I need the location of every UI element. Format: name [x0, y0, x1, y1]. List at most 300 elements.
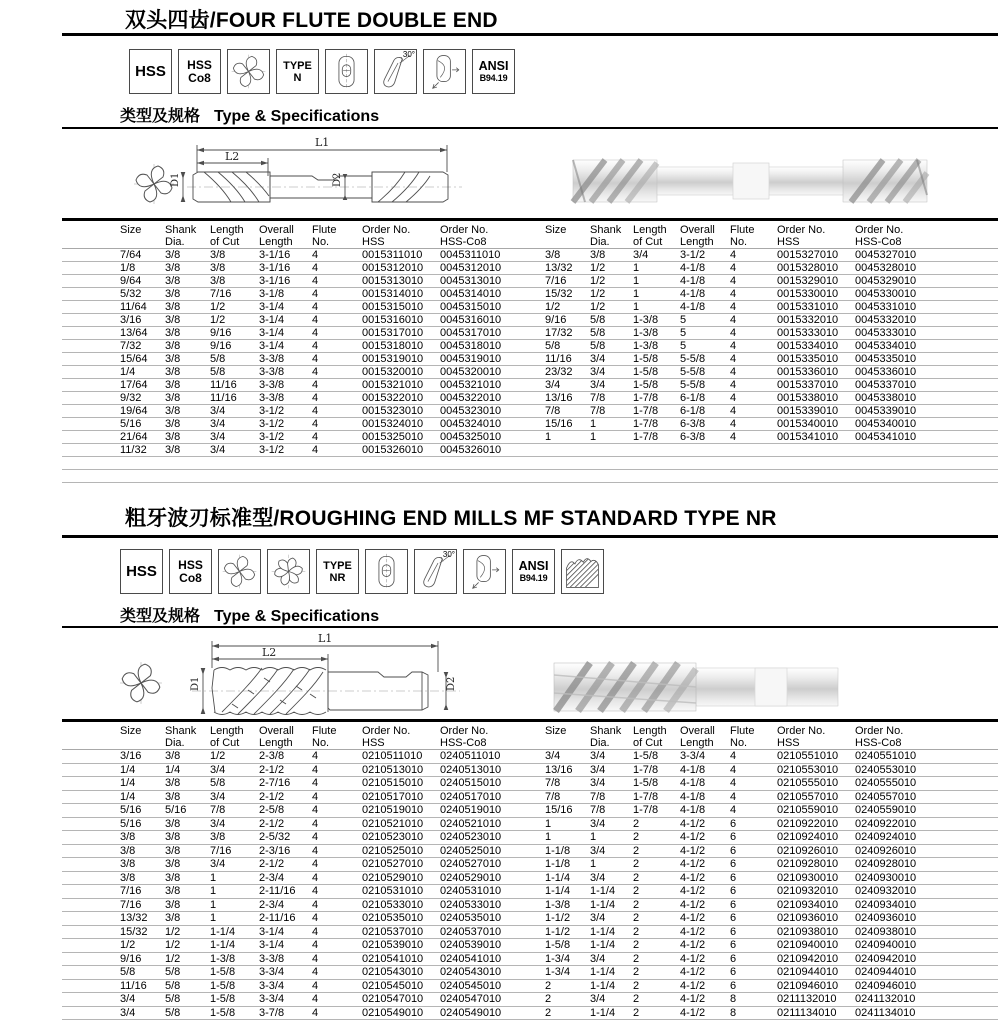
- helix-angle-label: 30°: [442, 550, 455, 559]
- spacer-cell: [62, 790, 120, 804]
- cell: 0240517010: [440, 790, 502, 803]
- cell: 0210557010: [777, 790, 839, 803]
- cell: 3-3/8: [259, 952, 285, 965]
- six-flute-cross-section-icon: [267, 549, 310, 594]
- column-header: Length of Cut: [633, 220, 680, 249]
- cell: 2: [633, 871, 640, 884]
- cell: 3-3/4: [259, 993, 285, 1005]
- cell: 8: [730, 993, 737, 1005]
- cell: 3/8: [165, 858, 181, 870]
- spacer-cell: [532, 817, 545, 831]
- spacer-cell: [62, 379, 120, 392]
- cell: 0240531010: [440, 885, 502, 897]
- cell: 4-1/2: [680, 844, 706, 857]
- spacer-cell: [532, 979, 545, 993]
- ansi-standard-icon: ANSI B94.19: [512, 549, 555, 594]
- cell: 0240932010: [855, 885, 917, 897]
- center-cutting-icon: [423, 49, 466, 94]
- cell: 4-1/8: [680, 804, 706, 816]
- cell: 3-1/4: [259, 340, 285, 352]
- cell: 0210932010: [777, 885, 839, 897]
- cell: 0015334010: [777, 340, 839, 352]
- cell: 4: [312, 327, 319, 339]
- cell: 3/8: [165, 898, 181, 911]
- cell: 8: [730, 1006, 737, 1019]
- cell: 4: [312, 405, 319, 417]
- page-title: 双头四齿/FOUR FLUTE DOUBLE END: [125, 9, 498, 32]
- cell: 4: [730, 314, 737, 326]
- cell: 13/64: [120, 327, 148, 339]
- cell: 1-5/8: [633, 750, 659, 762]
- cell: 1-7/8: [633, 763, 659, 776]
- cell: 4: [312, 275, 319, 287]
- cell: 4: [312, 353, 319, 365]
- cell: 3/8: [165, 444, 181, 456]
- cell: 4-1/2: [680, 979, 706, 992]
- four-flute-glyph: [221, 553, 258, 590]
- cell: 4: [312, 966, 319, 978]
- cell: 1-1/4: [545, 871, 571, 884]
- cell: 7/8: [210, 804, 226, 816]
- cell: 3/8: [120, 831, 136, 843]
- cell: 1/2: [545, 301, 561, 313]
- cell: 0210529010: [362, 871, 424, 884]
- cell: 3/8: [210, 262, 226, 274]
- cell: 0045330010: [855, 288, 917, 300]
- cell: 0240553010: [855, 763, 917, 776]
- cell: 5/8: [165, 1006, 181, 1019]
- cell: 5/8: [165, 993, 181, 1005]
- cell: 3/8: [165, 777, 181, 789]
- technical-drawing-roughing: [62, 628, 532, 723]
- spacer-cell: [62, 871, 120, 885]
- table-row: [62, 858, 998, 872]
- cell: 5/8: [120, 966, 136, 978]
- spacer-cell: [62, 939, 120, 953]
- cell: 7/16: [120, 885, 142, 897]
- spacer-cell: [62, 353, 120, 366]
- cell: 1-3/8: [633, 340, 659, 352]
- column-header: Order No. HSS: [362, 721, 440, 750]
- cell: 11/16: [545, 353, 572, 365]
- cell: 3/16: [120, 314, 142, 326]
- spacer-cell: [62, 885, 120, 899]
- cell: 1-7/8: [633, 405, 659, 417]
- cell: 4: [730, 379, 737, 391]
- cell: 0015336010: [777, 366, 839, 378]
- six-flute-glyph: [270, 553, 307, 590]
- cell: 6: [730, 871, 737, 884]
- cell: 4: [730, 288, 737, 300]
- cell: 4-1/2: [680, 1006, 706, 1019]
- cell: 3-1/4: [259, 327, 285, 339]
- cell: 5/8: [210, 353, 226, 365]
- cell: 4: [312, 871, 319, 884]
- cell: 4-1/2: [680, 871, 706, 884]
- column-header: Order No. HSS: [362, 220, 440, 249]
- cell: 4: [312, 249, 319, 261]
- cell: 4: [312, 831, 319, 843]
- cell: 4: [730, 275, 737, 287]
- spacer-cell: [532, 804, 545, 818]
- cell: 7/8: [590, 790, 606, 803]
- column-header: Length of Cut: [210, 220, 259, 249]
- cell: 3-1/4: [259, 925, 285, 938]
- cell: 6: [730, 966, 737, 978]
- spacer-cell: [62, 804, 120, 818]
- cell: 0210523010: [362, 831, 424, 843]
- cell: 3/4: [590, 993, 606, 1005]
- cell: 13/16: [545, 392, 573, 404]
- cell: 1-7/8: [633, 431, 659, 443]
- cell: 3/8: [165, 366, 181, 378]
- spacer-cell: [532, 1006, 545, 1020]
- cell: 5/16: [165, 804, 187, 816]
- spec-table-four-flute-double-end: [62, 218, 998, 483]
- cell: 3/4: [633, 249, 649, 261]
- cell: 2: [633, 898, 640, 911]
- table-row: [62, 952, 998, 966]
- cell: 4: [312, 804, 319, 816]
- cell: 4-1/2: [680, 993, 706, 1005]
- cell: 0240926010: [855, 844, 917, 857]
- cell: 5/8: [210, 366, 226, 378]
- cell: 0210930010: [777, 871, 839, 884]
- cell: 4: [312, 912, 319, 924]
- spacer-cell: [62, 366, 120, 379]
- cell: 1/2: [590, 262, 606, 274]
- spacer-cell: [532, 966, 545, 980]
- cell: 3/8: [165, 418, 181, 430]
- cell: 1-5/8: [210, 993, 236, 1005]
- center-cutting-glyph: [466, 553, 503, 590]
- cell: 3-1/2: [680, 249, 706, 261]
- cell: 0210942010: [777, 952, 839, 965]
- table-row: [62, 405, 998, 418]
- cell: 1/2: [165, 952, 181, 965]
- table-row: [62, 844, 998, 858]
- cell: 5/8: [165, 966, 181, 978]
- cell: 0210924010: [777, 831, 839, 843]
- spacer-cell: [532, 301, 545, 314]
- cell: 1-7/8: [633, 790, 659, 803]
- cell: 7/16: [545, 275, 567, 287]
- cell: 5/8: [210, 777, 226, 789]
- table-row: [62, 249, 998, 262]
- cell: 0015329010: [777, 275, 839, 287]
- title-rule: [62, 33, 998, 36]
- cell: 0015338010: [777, 392, 839, 404]
- cell: 3-1/4: [259, 301, 285, 313]
- cell: 1/2: [590, 288, 606, 300]
- spacer-cell: [532, 340, 545, 353]
- cell: 0045311010: [440, 249, 501, 261]
- cell: 5/8: [165, 979, 181, 992]
- ansi-standard-icon: ANSI B94.19: [472, 49, 515, 94]
- cell: 6-1/8: [680, 392, 706, 404]
- cell: 3/8: [165, 431, 181, 443]
- cell: 1: [590, 858, 597, 870]
- cell: 3/8: [165, 844, 181, 857]
- cell: 3/4: [590, 763, 606, 776]
- cell: 0240938010: [855, 925, 917, 938]
- cell: 15/64: [120, 353, 148, 365]
- cell: 6: [730, 898, 737, 911]
- cell: 0015328010: [777, 262, 839, 274]
- spacer-cell: [62, 979, 120, 993]
- cell: 0045333010: [855, 327, 917, 339]
- cell: 3/8: [165, 314, 181, 326]
- cell: 9/16: [210, 340, 232, 352]
- column-header: Overall Length: [259, 721, 312, 750]
- cell: 3-1/2: [259, 418, 285, 430]
- cell: 1-5/8: [633, 777, 659, 789]
- cell: 0015312010: [362, 262, 424, 274]
- cell: 0240537010: [440, 925, 502, 938]
- spacer-cell: [62, 1006, 120, 1020]
- cell: 6: [730, 858, 737, 870]
- spacer-cell: [62, 858, 120, 872]
- cell: 1-1/8: [545, 858, 571, 870]
- cell: 3/4: [590, 912, 606, 924]
- page-title-roughing: 粗牙波刃标准型/ROUGHING END MILLS MF STANDARD TYPE NR: [125, 507, 777, 530]
- table-row: [62, 966, 998, 980]
- shank-glyph: [368, 553, 405, 590]
- cell: 2: [545, 979, 552, 992]
- cell: 0015339010: [777, 405, 839, 417]
- cell: 1-1/4: [210, 925, 236, 938]
- cell: 7/32: [120, 340, 142, 352]
- cell: 3/8: [165, 340, 181, 352]
- spacer-cell: [62, 721, 120, 750]
- table-row: [62, 790, 998, 804]
- spacer-cell: [62, 431, 120, 444]
- type-n-icon: TYPE N: [276, 49, 319, 94]
- cell: 3/8: [165, 353, 181, 365]
- cell: 0045339010: [855, 405, 917, 417]
- cell: 5/8: [545, 340, 561, 352]
- cell: 3/8: [545, 249, 561, 261]
- cell: 3/4: [210, 431, 226, 443]
- cell: 3/8: [165, 885, 181, 897]
- cell: 3/4: [590, 871, 606, 884]
- cell: 1-5/8: [633, 366, 659, 378]
- cell: 5: [680, 314, 687, 326]
- cell: 0045315010: [440, 301, 502, 313]
- cell: 1: [633, 262, 640, 274]
- cell: 3-3/8: [259, 366, 285, 378]
- cell: 0210535010: [362, 912, 424, 924]
- cell: 0210541010: [362, 952, 424, 965]
- cell: 2: [633, 817, 640, 830]
- shank-icon: [365, 549, 408, 594]
- cell: 4: [312, 431, 319, 443]
- cell: 0045338010: [855, 392, 917, 404]
- spacer-cell: [532, 721, 545, 750]
- cell: 3/8: [165, 288, 181, 300]
- cell: 0240942010: [855, 952, 917, 965]
- cell: 0240519010: [440, 804, 502, 816]
- cell: 4-1/2: [680, 939, 706, 951]
- column-header: Size: [120, 721, 165, 750]
- cell: 0240946010: [855, 979, 917, 992]
- cell: 2-5/8: [259, 804, 285, 816]
- column-header: Size: [545, 721, 590, 750]
- cell: 15/16: [545, 418, 573, 430]
- spacer-cell: [62, 314, 120, 327]
- spacer-cell: [62, 763, 120, 777]
- cell: 0045341010: [855, 431, 917, 443]
- cell: 0045325010: [440, 431, 502, 443]
- cell: 2: [633, 966, 640, 978]
- cell: 1/4: [165, 763, 181, 776]
- table-row: [62, 379, 998, 392]
- cell: 0045336010: [855, 366, 917, 378]
- cell: 4: [312, 418, 319, 430]
- cell: 5/8: [590, 327, 606, 339]
- cell: 4-1/8: [680, 275, 706, 287]
- cell: 4: [312, 979, 319, 992]
- cell: 4: [730, 340, 737, 352]
- column-header: Overall Length: [680, 220, 730, 249]
- cell: 1-3/8: [633, 327, 659, 339]
- cell: 1-5/8: [210, 1006, 236, 1019]
- spacer-cell: [62, 844, 120, 858]
- cell: 3/8: [210, 831, 226, 843]
- cell: 2: [633, 952, 640, 965]
- cell: 2: [633, 885, 640, 897]
- dimension-label-L1: L1: [315, 136, 330, 149]
- cell: 0240555010: [855, 777, 917, 789]
- cell: 0015313010: [362, 275, 424, 287]
- cell: 4: [730, 418, 737, 430]
- cell: 23/32: [545, 366, 573, 378]
- type-specifications-heading: 类型及规格 Type & Specifications: [120, 108, 380, 125]
- cell: 9/64: [120, 275, 142, 287]
- cell: 5: [680, 340, 687, 352]
- cell: 2-11/16: [259, 885, 296, 897]
- cell: 2-1/2: [259, 858, 285, 870]
- spacer-cell: [62, 952, 120, 966]
- cell: 6: [730, 912, 737, 924]
- cell: 0045326010: [440, 444, 502, 456]
- cell: 2-11/16: [259, 912, 296, 924]
- cell: 0210555010: [777, 777, 839, 789]
- cell: 1-3/8: [210, 952, 236, 965]
- attribute-icon-row: [120, 549, 604, 594]
- cell: 3/4: [590, 353, 606, 365]
- cell: 0240940010: [855, 939, 917, 951]
- cell: 0015317010: [362, 327, 424, 339]
- cell: 2-1/2: [259, 790, 285, 803]
- cell: 2-7/16: [259, 777, 291, 789]
- cell: 5/16: [120, 817, 142, 830]
- cell: 1/2: [210, 750, 226, 762]
- table-row: [62, 392, 998, 405]
- cell: 0210525010: [362, 844, 424, 857]
- cell: 3/4: [210, 817, 226, 830]
- spacer-cell: [532, 444, 545, 457]
- cell: 1/4: [120, 777, 136, 789]
- cell: 4: [730, 366, 737, 378]
- four-flute-cross-section-icon: [218, 549, 261, 594]
- helix-30-degree-icon: [414, 549, 457, 594]
- cell: 4: [312, 844, 319, 857]
- cell: 7/8: [590, 804, 606, 816]
- cell: 0240529010: [440, 871, 502, 884]
- trailing-rules: [62, 457, 998, 483]
- cell: 3-3/8: [259, 379, 285, 391]
- column-header: Order No. HSS-Co8: [440, 220, 532, 249]
- table-row: [62, 418, 998, 431]
- cell: 0240924010: [855, 831, 917, 843]
- dimension-label-L2: L2: [225, 150, 240, 163]
- cell: 0210928010: [777, 858, 839, 870]
- cell: 3-1/2: [259, 444, 285, 456]
- cell: 4: [312, 444, 319, 456]
- cell: 1: [633, 301, 640, 313]
- cell: 11/64: [120, 301, 147, 313]
- cell: 7/8: [545, 777, 561, 789]
- cell: 0240547010: [440, 993, 502, 1005]
- cell: 1-5/8: [633, 353, 659, 365]
- cell: 3/4: [210, 790, 226, 803]
- spacer-cell: [62, 966, 120, 980]
- column-header: Shank Dia.: [165, 220, 210, 249]
- roughing-profile-glyph: [564, 553, 601, 590]
- cell: 3/8: [165, 392, 181, 404]
- cell: 1: [545, 431, 552, 443]
- column-header: Length of Cut: [210, 721, 259, 750]
- cell: 0015340010: [777, 418, 839, 430]
- cell: 3/4: [590, 379, 606, 391]
- cell: 0045312010: [440, 262, 502, 274]
- cell: [590, 444, 633, 457]
- spacer-cell: [532, 220, 545, 249]
- cell: 9/16: [545, 314, 567, 326]
- cell: 6: [730, 952, 737, 965]
- cell: 1-1/4: [590, 966, 616, 978]
- cell: 0240511010: [440, 750, 501, 762]
- cell: 4: [730, 763, 737, 776]
- cell: 0211132010: [777, 993, 837, 1005]
- cell: 7/8: [590, 405, 606, 417]
- cell: 4: [730, 804, 737, 816]
- cell: 0045319010: [440, 353, 502, 365]
- type-specifications-heading: 类型及规格 Type & Specifications: [120, 608, 380, 625]
- cell: 4: [312, 366, 319, 378]
- cell: 11/16: [210, 379, 237, 391]
- column-header: Overall Length: [680, 721, 730, 750]
- cell: 0240541010: [440, 952, 502, 965]
- cell: 3/8: [590, 249, 606, 261]
- cell: 1/8: [120, 262, 136, 274]
- cell: 0210521010: [362, 817, 424, 830]
- cell: 0015324010: [362, 418, 424, 430]
- table-row: [62, 431, 998, 444]
- cell: 21/64: [120, 431, 148, 443]
- spacer-cell: [532, 431, 545, 444]
- cell: 4-1/8: [680, 763, 706, 776]
- cell: 0045314010: [440, 288, 502, 300]
- cell: 5-5/8: [680, 353, 706, 365]
- cell: 0240543010: [440, 966, 502, 978]
- spacer-cell: [532, 288, 545, 301]
- spacer-cell: [532, 262, 545, 275]
- cell: 1/2: [120, 939, 136, 951]
- cell: 0210559010: [777, 804, 839, 816]
- cell: 0045340010: [855, 418, 917, 430]
